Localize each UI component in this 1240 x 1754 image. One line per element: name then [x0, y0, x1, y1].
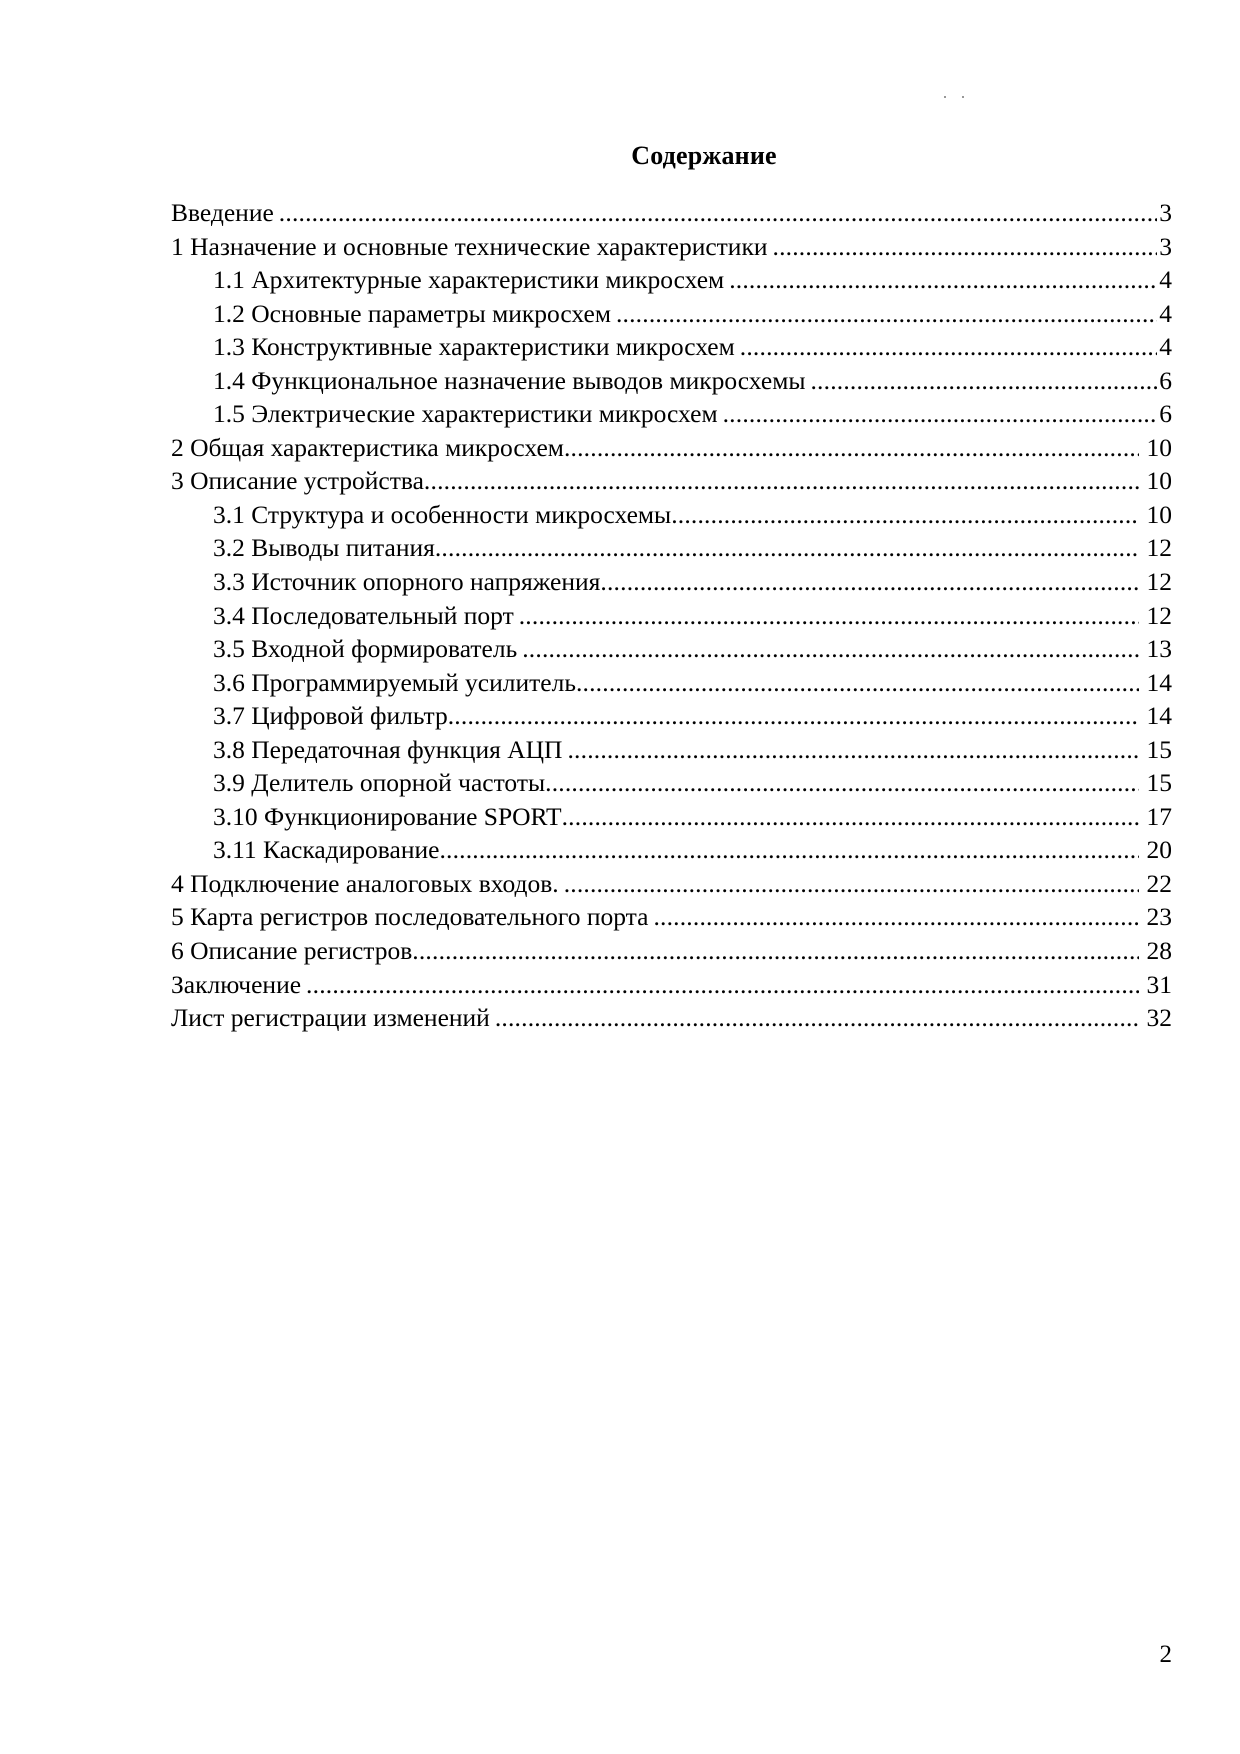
- toc-dot-leader: [564, 431, 1139, 465]
- toc-dot-leader: [545, 766, 1138, 800]
- toc-dot-leader: [671, 498, 1138, 532]
- toc-dot-leader: [435, 531, 1139, 565]
- toc-entry-page: 10: [1146, 466, 1172, 496]
- toc-entry: [171, 833, 1172, 867]
- toc-entry-label: 3.7 Цифровой фильтр: [213, 701, 448, 731]
- toc-entry: [171, 934, 1172, 968]
- toc-entry: [171, 867, 1172, 901]
- toc-entry-label: 1.4 Функциональное назначение выводов микросхемы: [213, 365, 806, 395]
- toc-entry-page: 14: [1146, 667, 1172, 697]
- toc-entry-page: 6: [1159, 399, 1172, 429]
- toc-entry: [171, 464, 1172, 498]
- toc-dot-leader: [616, 297, 1157, 331]
- toc-entry-label: 3.6 Программируемый усилитель: [213, 667, 576, 697]
- toc-dot-leader: [740, 330, 1157, 364]
- toc-entry-page: 10: [1146, 432, 1172, 462]
- toc-entry: [171, 297, 1172, 331]
- toc-entry-label: 2 Общая характеристика микросхем: [171, 432, 564, 462]
- toc-entry-page: 15: [1146, 768, 1172, 798]
- toc-entry-label: Введение: [171, 198, 274, 227]
- toc-entry-label: 1.5 Электрические характеристики микросхем: [213, 399, 718, 429]
- toc-entry-label: 3.5 Входной формирователь: [213, 634, 518, 664]
- toc-entry: [171, 1001, 1172, 1035]
- toc-entry: [171, 900, 1172, 934]
- toc-dot-leader: [562, 800, 1139, 834]
- toc-entry: [171, 531, 1172, 565]
- toc-entry-page: 3: [1159, 198, 1172, 227]
- toc-entry: [171, 431, 1172, 465]
- toc-entry-label: 5 Карта регистров последовательного порта: [171, 902, 649, 932]
- toc-entry-page: 23: [1146, 902, 1172, 932]
- toc-entry-page: 31: [1146, 969, 1172, 999]
- scan-artifact-dots: [944, 96, 966, 102]
- toc-entry-page: 12: [1146, 533, 1172, 563]
- page-number: 2: [1159, 1641, 1172, 1668]
- toc-dot-leader: [810, 364, 1157, 398]
- toc-entry: [171, 397, 1172, 431]
- toc-entry-label: 3.4 Последовательный порт: [213, 600, 514, 630]
- toc-dot-leader: [723, 397, 1158, 431]
- toc-dot-leader: [522, 632, 1138, 666]
- toc-dot-leader: [439, 833, 1138, 867]
- toc-entry-page: 20: [1146, 835, 1172, 865]
- toc-dot-leader: [729, 263, 1157, 297]
- toc-entry: [171, 800, 1172, 834]
- toc-entry: [171, 766, 1172, 800]
- toc-entry: [171, 699, 1172, 733]
- toc-entry-page: 10: [1146, 499, 1172, 529]
- toc-entry: [171, 230, 1172, 264]
- toc-entry-page: 32: [1146, 1003, 1172, 1033]
- toc-entry-label: 3.10 Функционирование SPORT: [213, 801, 562, 831]
- toc-entry-label: 3.9 Делитель опорной частоты: [213, 768, 546, 798]
- toc-entry-label: 1.3 Конструктивные характеристики микросхем: [213, 332, 735, 362]
- toc-entry-label: 1.2 Основные параметры микросхем: [213, 298, 611, 328]
- toc-dot-leader: [448, 699, 1139, 733]
- toc-entry: [171, 599, 1172, 633]
- toc-entry: [171, 968, 1172, 1002]
- toc-entry-label: Заключение: [171, 969, 302, 999]
- toc-dot-leader: [306, 968, 1138, 1002]
- toc-entry-label: 3 Описание устройства: [171, 466, 424, 496]
- toc-entry: [171, 263, 1172, 297]
- toc-entry-label: 3.11 Каскадирование: [213, 835, 440, 865]
- toc-entry-page: 4: [1159, 332, 1172, 362]
- toc-entry: [171, 666, 1172, 700]
- toc-dot-leader: [564, 867, 1139, 901]
- toc-entry-page: 3: [1159, 231, 1172, 261]
- toc-dot-leader: [519, 599, 1139, 633]
- toc-dot-leader: [576, 666, 1139, 700]
- toc-entry-page: 22: [1146, 868, 1172, 898]
- toc-entry-label: Лист регистрации изменений: [171, 1003, 490, 1033]
- toc-entry: [171, 196, 1172, 230]
- toc-entry-label: 3.1 Структура и особенности микросхемы: [213, 499, 672, 529]
- toc-entry: [171, 565, 1172, 599]
- toc-entry-page: 28: [1146, 936, 1172, 966]
- toc-entry: [171, 498, 1172, 532]
- toc-entry-label: 4 Подключение аналоговых входов.: [171, 868, 559, 898]
- toc-entry-label: 1.1 Архитектурные характеристики микросхем: [213, 265, 725, 295]
- toc-entry-label: 3.3 Источник опорного напряжения: [213, 567, 601, 597]
- toc-entry-label: 6 Описание регистров: [171, 936, 413, 966]
- toc-entry-page: 15: [1146, 734, 1172, 764]
- toc-entry-page: 6: [1159, 365, 1172, 395]
- toc-entry: [171, 632, 1172, 666]
- toc-entry: [171, 330, 1172, 364]
- toc-dot-leader: [495, 1001, 1139, 1035]
- toc-entry-page: 17: [1146, 801, 1172, 831]
- table-of-contents: [171, 196, 1172, 1035]
- toc-dot-leader: [424, 464, 1139, 498]
- toc-entry-page: 13: [1146, 634, 1172, 664]
- toc-entry-page: 12: [1146, 567, 1172, 597]
- toc-entry-page: 14: [1146, 701, 1172, 731]
- toc-dot-leader: [279, 196, 1157, 230]
- toc-entry: [171, 733, 1172, 767]
- toc-dot-leader: [567, 733, 1138, 767]
- toc-entry-label: 3.8 Передаточная функция АЦП: [213, 734, 563, 764]
- toc-entry-page: 12: [1146, 600, 1172, 630]
- toc-dot-leader: [600, 565, 1138, 599]
- toc-entry: [171, 364, 1172, 398]
- toc-dot-leader: [773, 230, 1158, 264]
- toc-entry-label: 3.2 Выводы питания: [213, 533, 435, 563]
- toc-entry-page: 4: [1159, 265, 1172, 295]
- toc-dot-leader: [653, 900, 1138, 934]
- toc-entry-page: 4: [1159, 298, 1172, 328]
- toc-entry-label: 1 Назначение и основные технические характеристики: [171, 231, 768, 261]
- toc-heading: Содержание: [631, 141, 777, 170]
- toc-dot-leader: [412, 934, 1138, 968]
